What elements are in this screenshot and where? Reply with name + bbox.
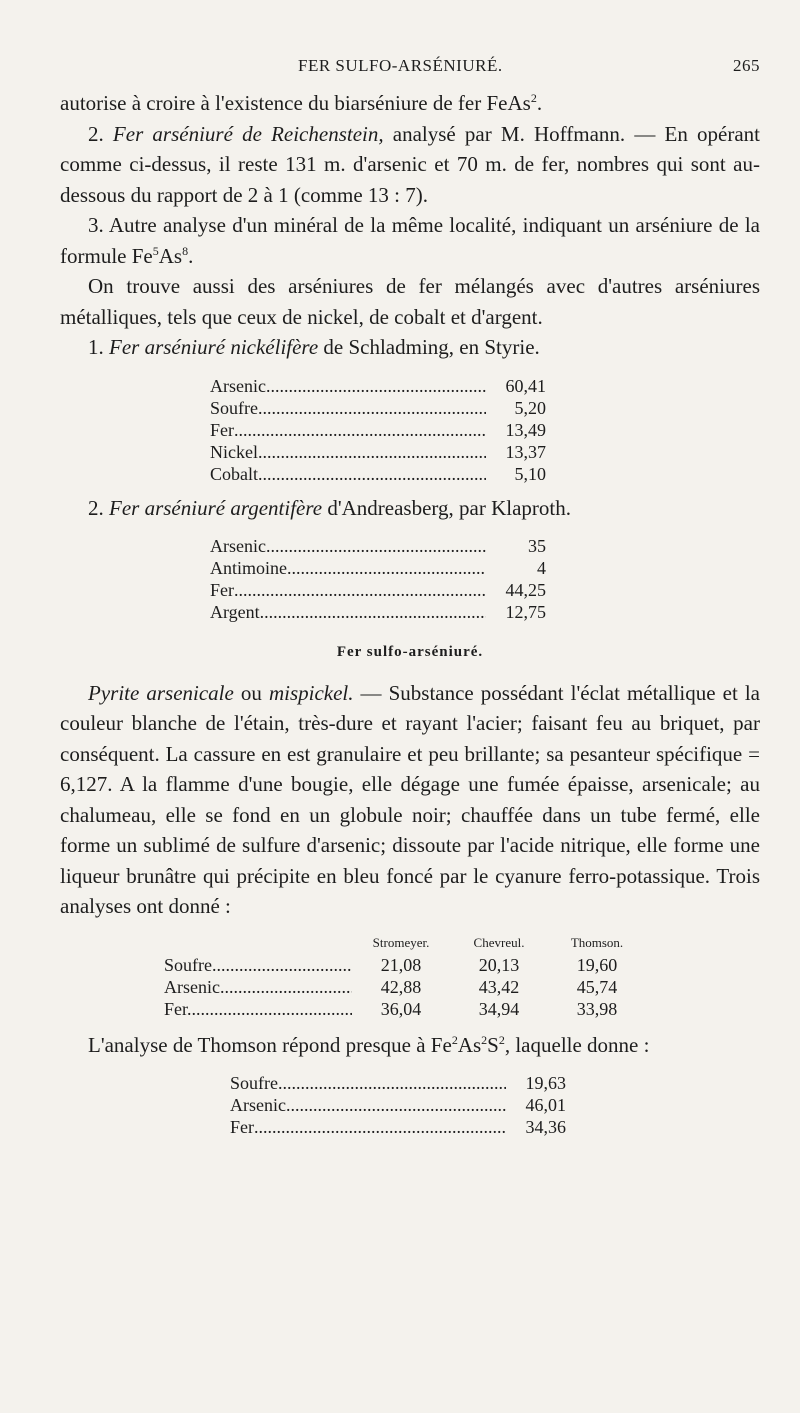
table-row: Argent ..... 12,75: [210, 601, 546, 623]
table-row: Soufre ..... 21,08 20,13 19,60: [164, 954, 760, 976]
paragraph-thomson: L'analyse de Thomson répond presque à $Fe^2As^2S^2$, laquelle donne :: [88, 1032, 650, 1057]
table-row: Fer ..... 44,25: [210, 579, 546, 601]
table-row: Arsenic ..... 60,41: [210, 375, 546, 397]
table-row: Fer ..... 34,36: [230, 1116, 566, 1138]
table-row: Soufre ..... 19,63: [230, 1072, 566, 1094]
table-row: Arsenic ..... 46,01: [230, 1094, 566, 1116]
table-row: Arsenic ..... 42,88 43,42 45,74: [164, 976, 760, 998]
analysis-table-thomson: [230, 1072, 760, 1138]
table-row: Fer ..... 13,49: [210, 419, 546, 441]
running-title: FER SULFO-ARSÉNIURÉ.: [298, 56, 503, 75]
paragraph-mispickel: Pyrite arsenicale ou mispickel. — Substance possédant l'éclat métallique et la couleur blanche de l'étain, très-dure et rayant l'acier; faisant feu au briquet, par conséquent. La cassure en est granulaire et peu brillante; sa pesanteur spécifique = 6,127. A la flamme d'une bougie, elle dégage une fumée épaisse, arsenicale; au chalumeau, elle se fond en un globule noir; chauffée dans un tube fermé, elle forme un sublimé de sulfure d'arsenic; dissoute par l'acide nitrique, elle forme une liqueur brunâtre qui précipite en bleu foncé par le cyanure ferro-potassique. Trois analyses ont donné :: [60, 680, 760, 918]
paragraph-arseniures-melanges: On trouve aussi des arséniures de fer mélangés avec d'autres arséniures métalliques, tels que ceux de nickel, de cobalt et d'argent.: [60, 274, 760, 329]
analysis-table-nickelifere: [210, 375, 760, 485]
column-header: Chevreul.: [473, 934, 525, 950]
page-number: 265: [733, 56, 760, 75]
column-header: Stromeyer.: [372, 934, 430, 950]
paragraph-biarseniure: autorise à croire à l'existence du biarséniure de fer FeAs$^2$.: [60, 91, 543, 115]
table-row: Soufre ..... 5,20: [210, 397, 546, 419]
table-row: Antimoine ..... 4: [210, 557, 546, 579]
comparison-header: [352, 932, 760, 954]
table-row: Nickel ..... 13,37: [210, 441, 546, 463]
comparison-table: [164, 932, 760, 1020]
table-row: Arsenic ..... 35: [210, 535, 546, 557]
table-row: Fer ..... 36,04 34,94 33,98: [164, 998, 760, 1020]
section-title: Fer sulfo-arséniuré.: [336, 644, 484, 660]
table-row: Cobalt ..... 5,10: [210, 463, 546, 485]
body-text: [60, 88, 760, 1146]
paragraph-argentifere: 2. Fer arséniuré argentifère d'Andreasberg, par Klaproth.: [88, 495, 571, 520]
analysis-table-argentifere: [210, 535, 760, 623]
paragraph-nickelifere: 1. Fer arséniuré nickélifère de Schladming, en Styrie.: [88, 335, 540, 359]
paragraph-reichenstein: 2. Fer arséniuré de Reichenstein, analysé par M. Hoffmann. — En opérant comme ci-dessus, il reste 131 m. d'arsenic et 70 m. de fer, nombres qui sont au-dessous du rapport de 2 à 1 (comme 13 : 7).: [60, 121, 760, 207]
column-header: Thomson.: [570, 934, 624, 950]
paragraph-autre-analyse: 3. Autre analyse d'un minéral de la même localité, indiquant un arséniure de la formule Fe$^5$As$^8$.: [60, 213, 760, 268]
